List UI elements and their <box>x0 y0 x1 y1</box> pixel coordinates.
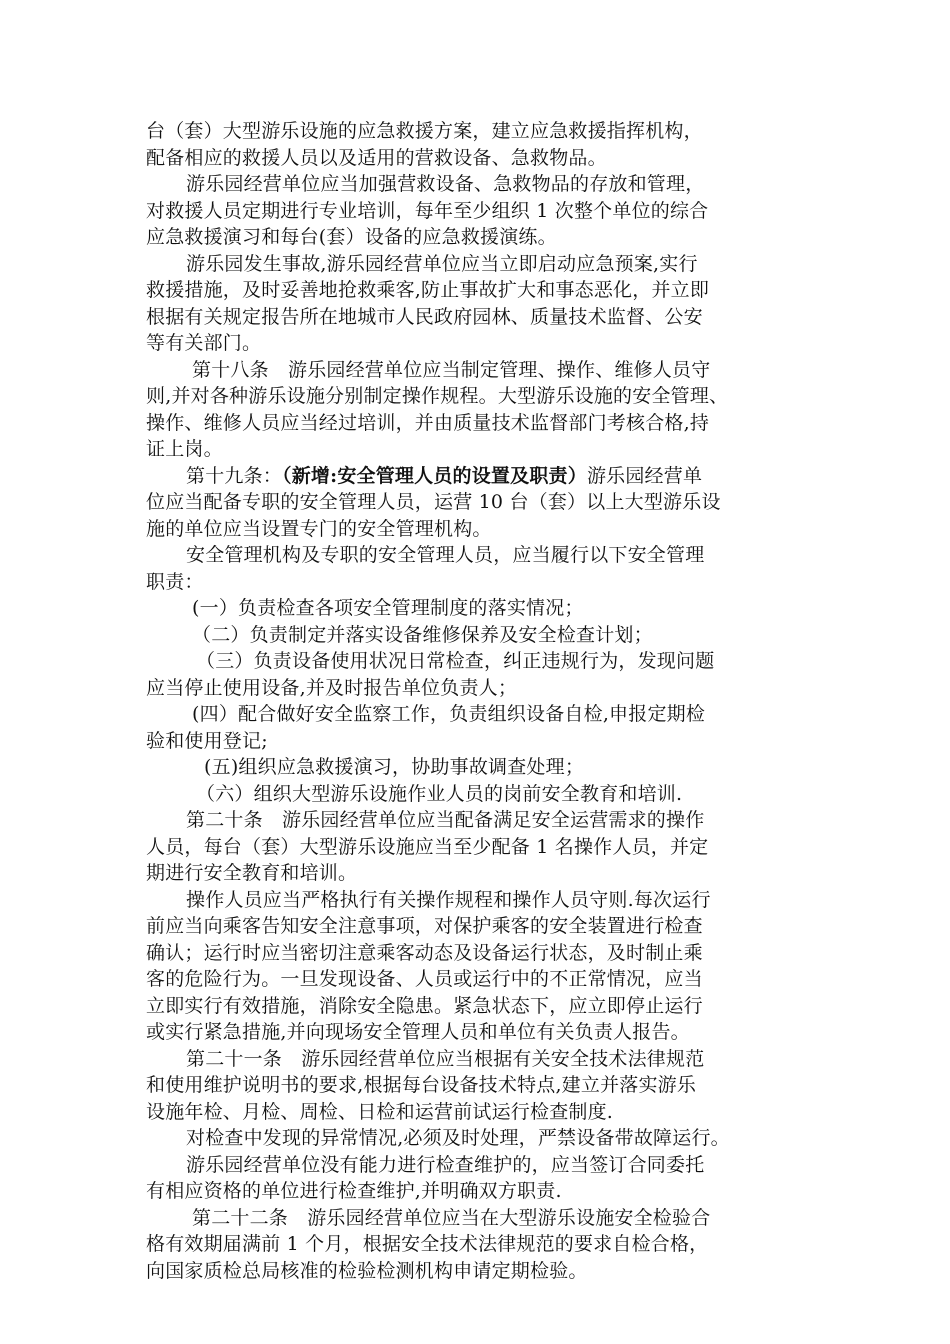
text-line: 等有关部门。 <box>146 332 262 354</box>
text-line: 游乐园发生事故,游乐园经营单位应当立即启动应急预案,实行 <box>186 252 698 275</box>
text-line: (五)组织应急救援演习，协助事故调查处理； <box>204 756 585 778</box>
text-line: 游乐园经营单位没有能力进行检查维护的，应当签订合同委托 <box>186 1153 705 1176</box>
text-line: 格有效期届满前 1 个月，根据安全技术法律规范的要求自检合格， <box>146 1233 709 1255</box>
text-line: 验和使用登记; <box>146 729 268 752</box>
text-line: （三）负责设备使用状况日常检查，纠正违规行为，发现问题 <box>196 650 715 672</box>
document-body <box>146 118 814 1284</box>
text-line: 应急救援演习和每台(套）设备的应急救援演练。 <box>146 226 557 248</box>
text-line: （二）负责制定并落实设备维修保养及安全检查计划； <box>192 623 653 646</box>
text-line: 职责： <box>146 570 204 593</box>
text-line: 和使用维护说明书的要求,根据每台设备技术特点,建立并落实游乐 <box>146 1074 697 1096</box>
text-line: 配备相应的救援人员以及适用的营救设备、急救物品。 <box>146 146 607 169</box>
text-line: 确认；运行时应当密切注意乘客动态及设备运行状态，及时制止乘 <box>146 941 703 964</box>
article-number: 第十九条： <box>186 464 283 487</box>
text-line: 游乐园经营单位应当加强营救设备、急救物品的存放和管理， <box>186 173 705 195</box>
text-line: 操作、维修人员应当经过培训，并由质量技术监督部门考核合格,持 <box>146 411 710 434</box>
text-line: 则,并对各种游乐设施分别制定操作规程。大型游乐设施的安全管理、 <box>146 385 729 407</box>
text-line: 安全管理机构及专职的安全管理人员，应当履行以下安全管理 <box>186 544 705 566</box>
text-line: 位应当配备专职的安全管理人员，运营 10 台（套）以上大型游乐设 <box>146 491 721 513</box>
text-line: 立即实行有效措施，消除安全隐患。紧急状态下，应立即停止运行 <box>146 994 703 1017</box>
text-line: 对检查中发现的异常情况,必须及时处理，严禁设备带故障运行。 <box>186 1127 730 1149</box>
text-line: 有相应资格的单位进行检查维护,并明确双方职责. <box>146 1180 562 1202</box>
text-line: 操作人员应当严格执行有关操作规程和操作人员守则.每次运行 <box>186 888 711 911</box>
text-line: 第二十条 游乐园经营单位应当配备满足安全运营需求的操作 <box>186 809 705 831</box>
line-text: 游乐园经营单 <box>586 464 703 487</box>
text-line: 客的危险行为。一旦发现设备、人员或运行中的不正常情况，应当 <box>146 968 703 990</box>
text-line: 向国家质检总局核准的检验检测机构申请定期检验。 <box>146 1259 588 1282</box>
text-line: 根据有关规定报告所在地城市人民政府园林、质量技术监督、公安 <box>146 305 703 328</box>
text-line: 台（套）大型游乐设施的应急救援方案，建立应急救援指挥机构， <box>146 120 703 142</box>
text-line: 对救援人员定期进行专业培训，每年至少组织 1 次整个单位的综合 <box>146 199 709 222</box>
text-line: 设施年检、月检、周检、日检和运营前试运行检查制度. <box>146 1100 614 1123</box>
text-line: 期进行安全教育和培训。 <box>146 862 358 884</box>
text-line: 第二十一条 游乐园经营单位应当根据有关安全技术法律规范 <box>186 1047 705 1070</box>
text-line: 第二十二条 游乐园经营单位应当在大型游乐设施安全检验合 <box>192 1206 711 1229</box>
text-line: 救援措施，及时妥善地抢救乘客,防止事故扩大和事态恶化，并立即 <box>146 279 710 301</box>
text-line: (四）配合做好安全监察工作，负责组织设备自检,申报定期检 <box>192 703 706 725</box>
text-line: 应当停止使用设备,并及时报告单位负责人； <box>146 676 518 699</box>
text-line: 前应当向乘客告知安全注意事项，对保护乘客的安全装置进行检查 <box>146 915 703 937</box>
text-line: 第十八条 游乐园经营单位应当制定管理、操作、维修人员守 <box>192 358 711 381</box>
text-line: 证上岗。 <box>146 438 223 460</box>
text-line: 施的单位应当设置专门的安全管理机构。 <box>146 517 492 540</box>
text-line: 或实行紧急措施,并向现场安全管理人员和单位有关负责人报告。 <box>146 1021 690 1043</box>
text-line: （六）组织大型游乐设施作业人员的岗前安全教育和培训. <box>196 782 683 805</box>
text-line: (一）负责检查各项安全管理制度的落实情况； <box>192 597 584 619</box>
text-line <box>146 463 814 490</box>
bold-annotation: （新增:安全管理人员的设置及职责） <box>282 464 587 487</box>
text-line: 人员，每台（套）大型游乐设施应当至少配备 1 名操作人员，并定 <box>146 835 709 858</box>
